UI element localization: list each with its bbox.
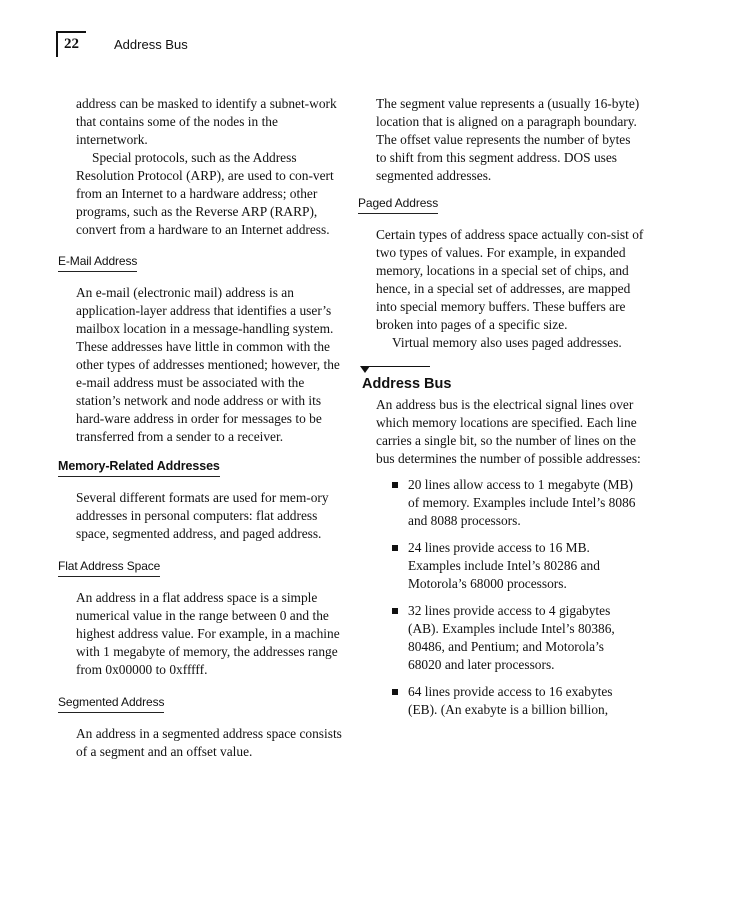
- bullet-text: 24 lines provide access to 16 MB. Examples include Intel’s 80286 and Motorola’s 68000 processors.: [408, 540, 600, 591]
- bullet-square-icon: [392, 482, 398, 488]
- heading-email-address: E-Mail Address: [58, 254, 137, 272]
- paragraph-email: An e-mail (electronic mail) address is an application-layer address that identifies a user’s mailbox location in a message-handling system. These addresses have little in common with the other types of addresses mentioned; however, the e-mail address must be associated with the station’s network and node address or with its hard-ware address in order for messages to be transferred from a sender to a receiver.: [76, 285, 340, 444]
- heading-flat-address-space: Flat Address Space: [58, 559, 160, 577]
- bullet-square-icon: [392, 689, 398, 695]
- heading-paged-address: Paged Address: [358, 196, 438, 214]
- bullet-text: 20 lines allow access to 1 megabyte (MB) of memory. Examples include Intel’s 8086 and 8088 processors.: [408, 477, 636, 528]
- header-rule: [56, 31, 86, 33]
- section-rule: [364, 366, 430, 367]
- header-bracket: [56, 31, 58, 57]
- heading-address-bus: Address Bus: [362, 376, 452, 392]
- bullet-text: 32 lines provide access to 4 gigabytes (AB). Examples include Intel’s 80386, 80486, and Pentium; and Motorola’s 68020 and later processors.: [408, 603, 615, 672]
- memory-heading-wrap: [58, 457, 343, 477]
- bullet-item: [392, 539, 638, 593]
- bullet-item: [392, 683, 638, 719]
- email-heading-wrap: [58, 252, 343, 272]
- paragraph-intro-2-text: Special protocols, such as the Address Resolution Protocol (ARP), are used to con-vert from an Internet to a hardware address; other programs, such as the Reverse ARP (RARP), convert from a hardware to an Internet address.: [76, 150, 334, 237]
- paragraph-paged-2: [358, 334, 644, 352]
- address-bus-heading-wrap: [362, 366, 644, 392]
- bullet-list: [358, 476, 644, 719]
- paragraph-segment-value: The segment value represents a (usually 16-byte) location that is aligned on a paragraph boundary. The offset value represents the number of bytes to shift from this segment address. DOS uses segmented addresses.: [376, 96, 640, 183]
- page-number: 22: [64, 36, 79, 52]
- heading-segmented-address: Segmented Address: [58, 695, 164, 713]
- paragraph-segmented: An address in a segmented address space consists of a segment and an offset value.: [76, 726, 342, 759]
- bullet-item: [392, 476, 638, 530]
- paged-heading-wrap: [358, 194, 644, 214]
- paragraph-intro-1: address can be masked to identify a subnet-work that contains some of the nodes in the internetwork.: [76, 96, 337, 147]
- bullet-text: 64 lines provide access to 16 exabytes (EB). (An exabyte is a billion billion,: [408, 684, 613, 717]
- bullet-square-icon: [392, 608, 398, 614]
- running-title: Address Bus: [114, 37, 188, 52]
- paragraph-paged-2-text: Virtual memory also uses paged addresses.: [392, 335, 622, 350]
- heading-memory-related-addresses: Memory-Related Addresses: [58, 459, 220, 477]
- section-triangle-icon: [360, 366, 370, 373]
- paragraph-intro-2: [58, 149, 344, 239]
- segmented-heading-wrap: [58, 693, 343, 713]
- flat-heading-wrap: [58, 557, 343, 577]
- left-column: [58, 95, 343, 761]
- bullet-square-icon: [392, 545, 398, 551]
- right-column: [358, 95, 644, 719]
- paragraph-memory: Several different formats are used for mem-ory addresses in personal computers: flat address space, segmented address, and paged address.: [76, 490, 329, 541]
- paragraph-paged-1: Certain types of address space actually con-sist of two types of values. For example, in expanded memory, locations in a special set of chips, and hence, in a special set of addresses, are mapped into special memory buffers. These buffers are broken into pages of a specific size.: [376, 227, 644, 332]
- bullet-item: [392, 602, 638, 674]
- paragraph-address-bus: An address bus is the electrical signal lines over which memory locations are specified. Each line carries a single bit, so the number of lines on the bus determines the number of possible addresses:: [376, 397, 641, 466]
- paragraph-flat: An address in a flat address space is a simple numerical value in the range between 0 and the highest address value. For example, in a machine with 1 megabyte of memory, the addresses range from 0x00000 to 0xfffff.: [76, 590, 340, 677]
